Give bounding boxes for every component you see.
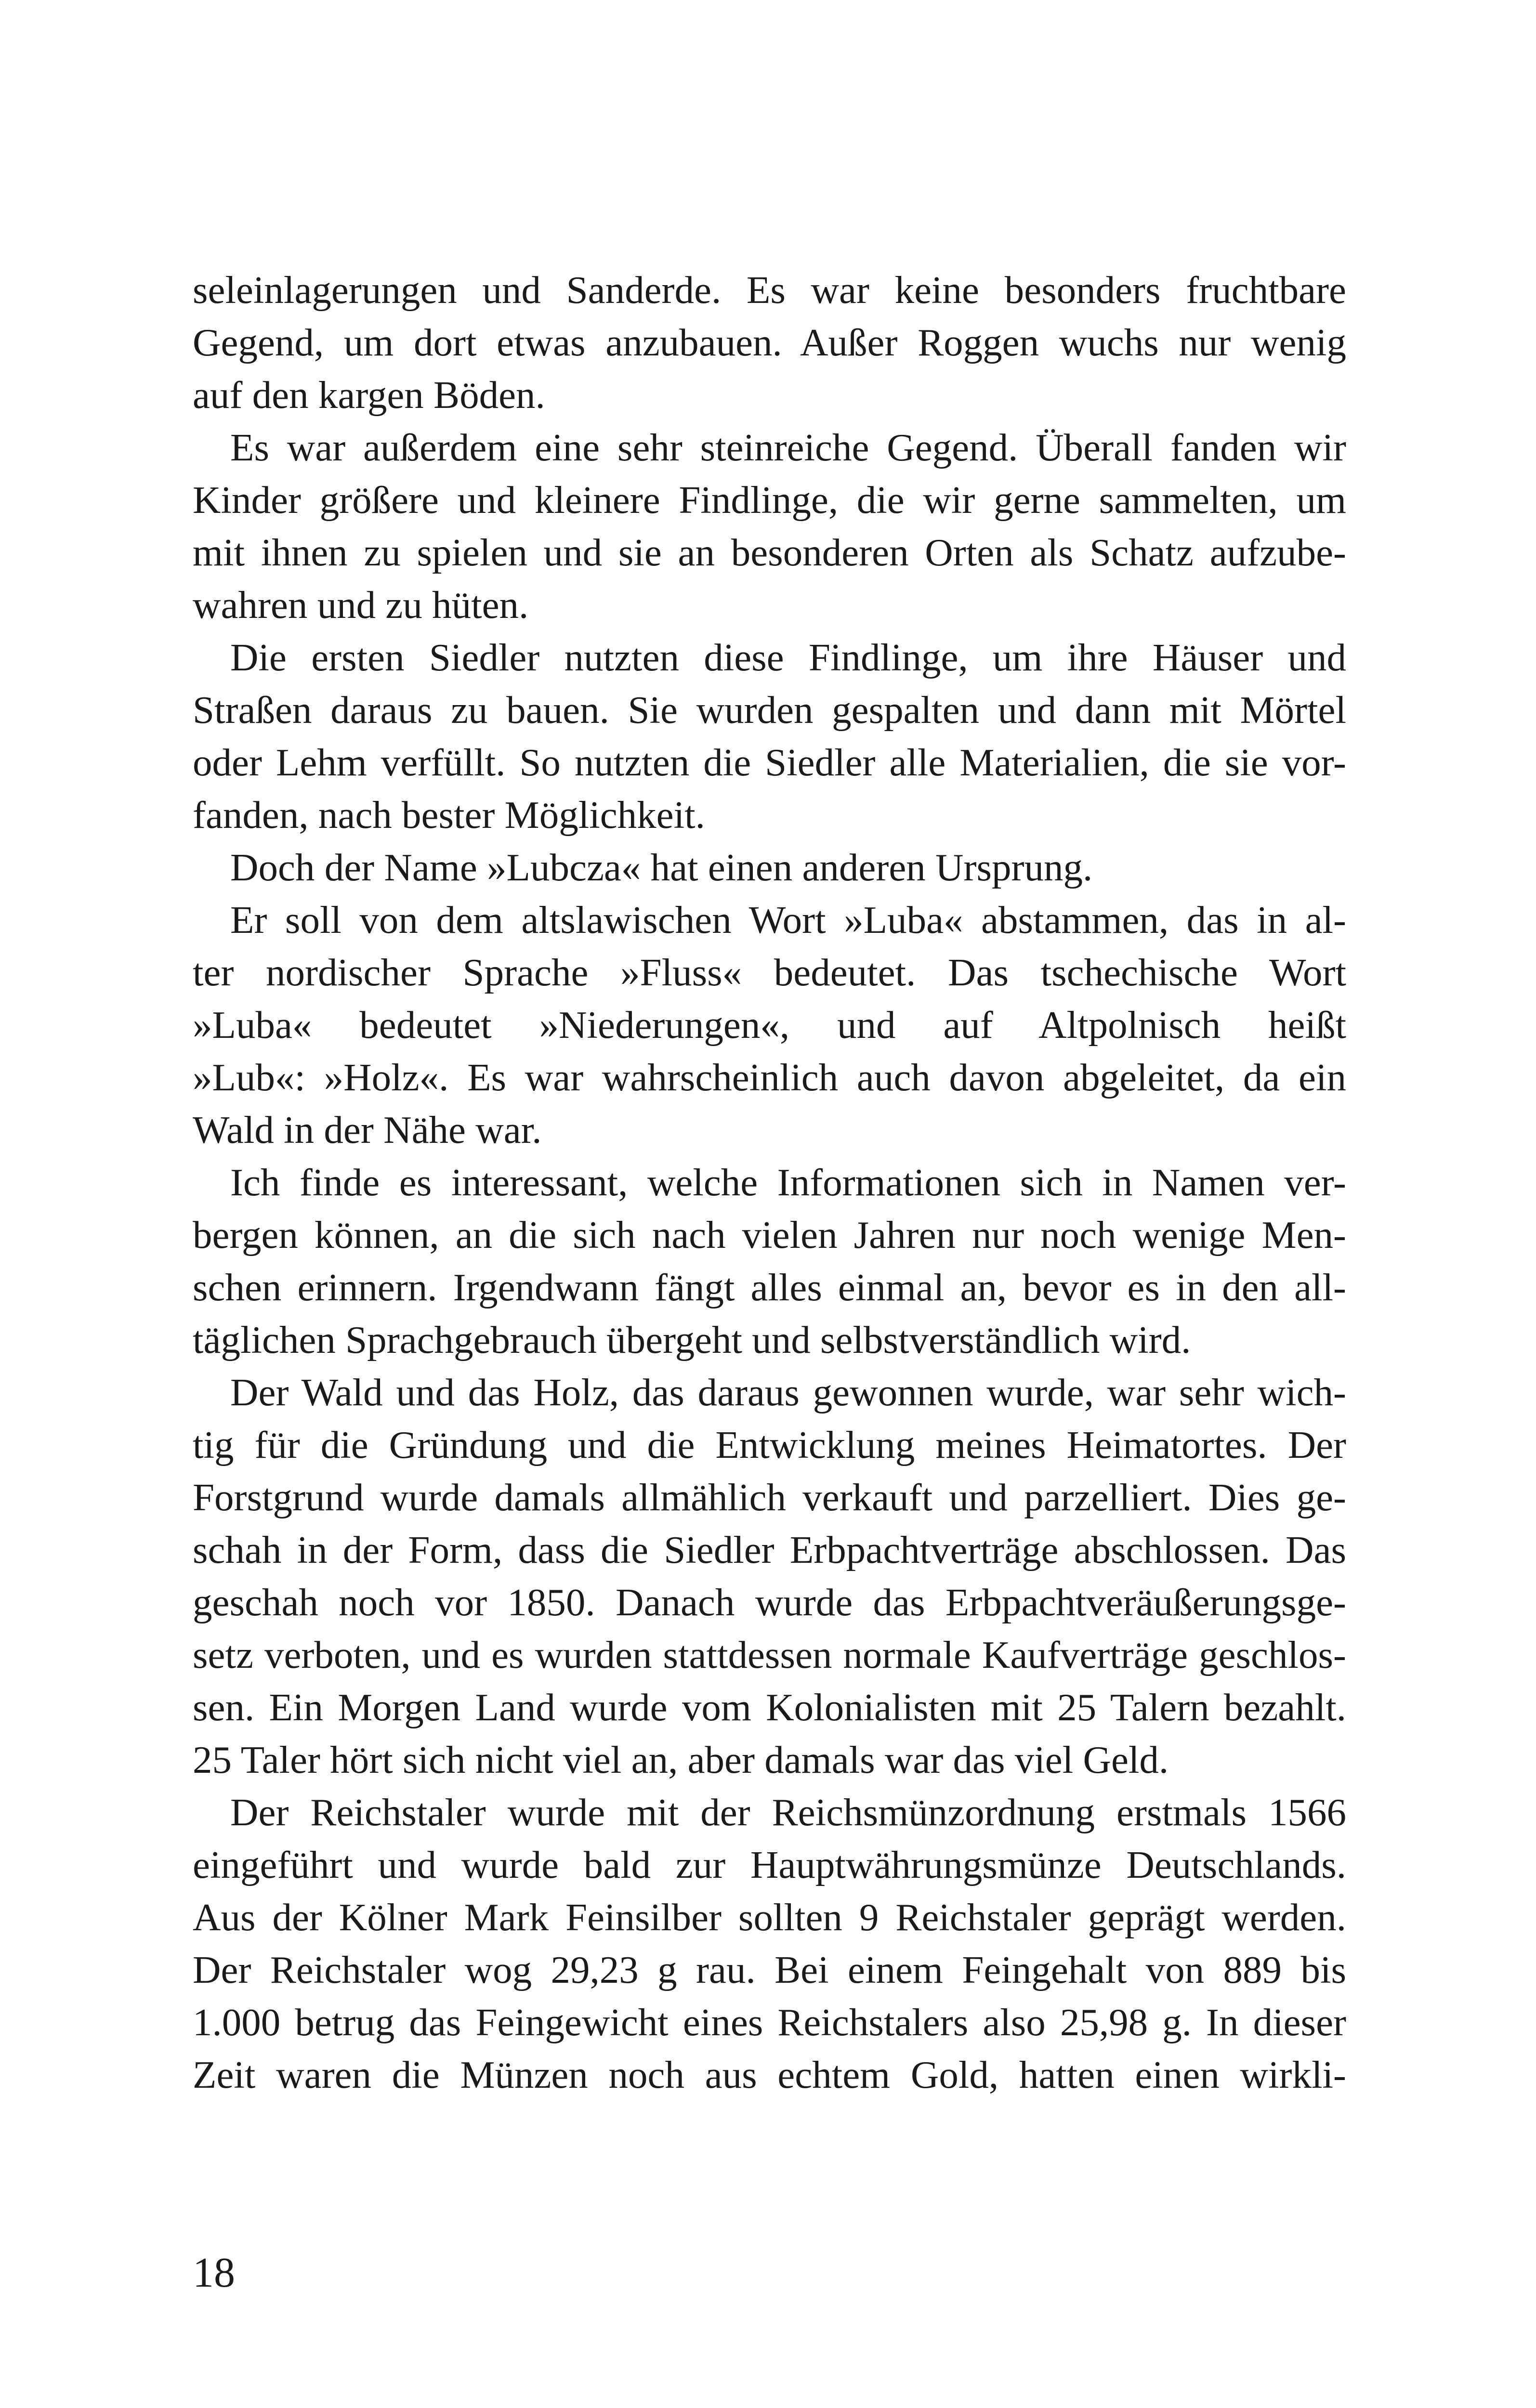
text-line: fanden, nach bester Möglichkeit. xyxy=(193,793,705,837)
text-line: Straßen daraus zu bauen. Sie wurden gespalten und dann mit Mörtel xyxy=(193,688,1346,732)
text-line: Zeit waren die Münzen noch aus echtem Gold, hatten einen wirkli- xyxy=(193,2053,1346,2096)
text-line: bergen können, an die sich nach vielen Jahren nur noch wenige Men- xyxy=(193,1213,1346,1256)
text-line: auf den kargen Böden. xyxy=(193,373,545,417)
text-line: seleinlagerungen und Sanderde. Es war keine besonders fruchtbare xyxy=(193,268,1346,312)
text-line: Der Reichstaler wog 29,23 g rau. Bei einem Feingehalt von 889 bis xyxy=(193,1948,1346,1991)
text-line: Die ersten Siedler nutzten diese Findlinge, um ihre Häuser und xyxy=(230,636,1346,679)
text-line: setz verboten, und es wurden stattdessen normale Kaufverträge geschlos- xyxy=(193,1633,1346,1676)
text-line: täglichen Sprachgebrauch übergeht und selbstverständlich wird. xyxy=(193,1318,1191,1361)
text-line: schen erinnern. Irgendwann fängt alles einmal an, bevor es in den all- xyxy=(193,1266,1346,1309)
page-number: 18 xyxy=(193,2250,235,2296)
text-line: Der Reichstaler wurde mit der Reichsmünzordnung erstmals 1566 xyxy=(230,1791,1346,1834)
text-line: Der Wald und das Holz, das daraus gewonnen wurde, war sehr wich- xyxy=(230,1371,1346,1414)
text-line: Er soll von dem altslawischen Wort »Luba« abstammen, das in al- xyxy=(230,898,1346,942)
text-line: Forstgrund wurde damals allmählich verkauft und parzelliert. Dies ge- xyxy=(193,1476,1346,1519)
text-line: oder Lehm verfüllt. So nutzten die Siedler alle Materialien, die sie vor- xyxy=(193,741,1346,784)
text-line: sen. Ein Morgen Land wurde vom Kolonialisten mit 25 Talern bezahlt. xyxy=(193,1686,1346,1729)
text-line: eingeführt und wurde bald zur Hauptwährungsmünze Deutschlands. xyxy=(193,1843,1346,1886)
text-line: Es war außerdem eine sehr steinreiche Gegend. Überall fanden wir xyxy=(230,426,1346,469)
body-text xyxy=(193,264,1346,2101)
text-line: »Lub«: »Holz«. Es war wahrscheinlich auch davon abgeleitet, da ein xyxy=(193,1056,1346,1099)
text-line: mit ihnen zu spielen und sie an besonderen Orten als Schatz aufzube- xyxy=(193,531,1346,574)
text-line: Ich finde es interessant, welche Informationen sich in Namen ver- xyxy=(230,1161,1346,1204)
text-line: Aus der Kölner Mark Feinsilber sollten 9 Reichstaler geprägt werden. xyxy=(193,1896,1346,1939)
text-line: ter nordischer Sprache »Fluss« bedeutet. Das tschechische Wort xyxy=(193,951,1346,994)
text-line: schah in der Form, dass die Siedler Erbpachtverträge abschlossen. Das xyxy=(193,1528,1346,1571)
text-line: 25 Taler hört sich nicht viel an, aber damals war das viel Geld. xyxy=(193,1738,1169,1781)
text-line: Gegend, um dort etwas anzubauen. Außer Roggen wuchs nur wenig xyxy=(193,321,1346,364)
text-line: Wald in der Nähe war. xyxy=(193,1108,542,1152)
text-line: »Luba« bedeutet »Niederungen«, und auf Altpolnisch heißt xyxy=(193,1003,1346,1047)
text-line: tig für die Gründung und die Entwicklung meines Heimatortes. Der xyxy=(193,1423,1346,1466)
text-line: 1.000 betrug das Feingewicht eines Reichstalers also 25,98 g. In dieser xyxy=(193,2001,1346,2044)
text-line: Doch der Name »Lubcza« hat einen anderen Ursprung. xyxy=(230,846,1093,889)
text-line: geschah noch vor 1850. Danach wurde das Erbpachtveräußerungsge- xyxy=(193,1581,1346,1624)
text-line: Kinder größere und kleinere Findlinge, die wir gerne sammelten, um xyxy=(193,478,1346,522)
text-line: wahren und zu hüten. xyxy=(193,583,529,627)
